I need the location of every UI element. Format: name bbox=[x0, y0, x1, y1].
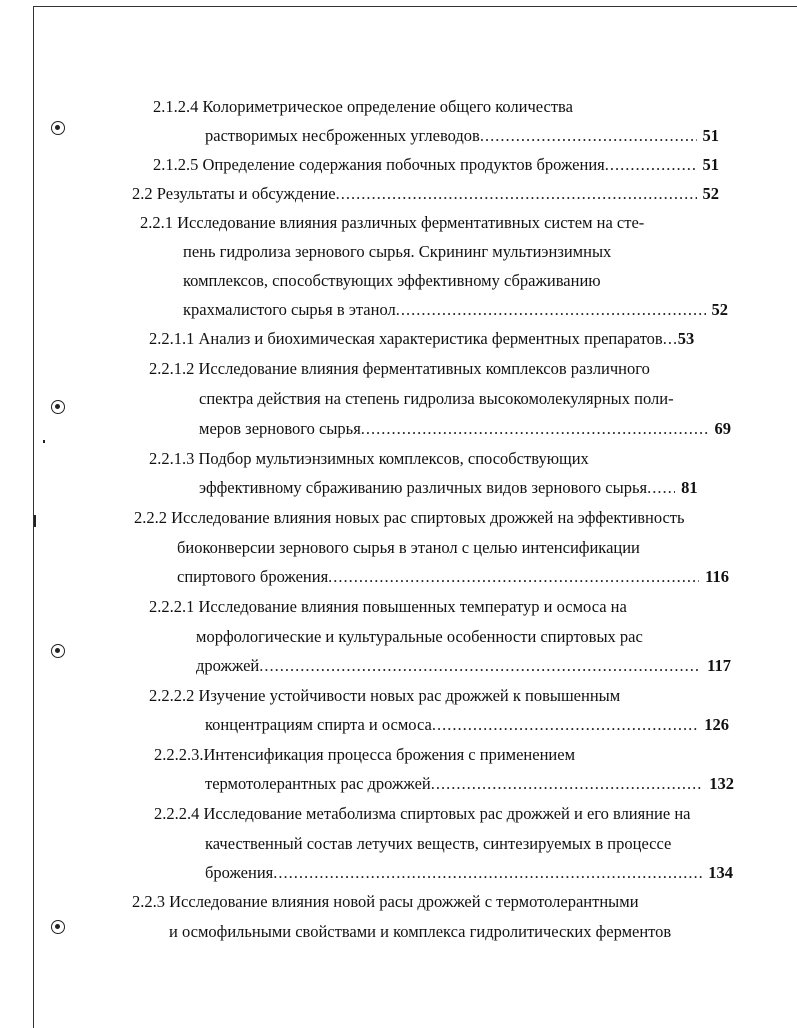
toc-entry-2-2-1-line-4: крахмалистого сырья в этанол ..... 52 bbox=[183, 299, 728, 321]
page-number: 81 bbox=[681, 478, 698, 497]
binder-hole-icon bbox=[51, 121, 65, 135]
dot-leader bbox=[336, 183, 697, 205]
dot-leader bbox=[259, 655, 701, 677]
page-number: 116 bbox=[705, 567, 729, 586]
page-number: 51 bbox=[702, 126, 719, 145]
toc-entry-2-2-2-1-line-2: морфологические и культуральные особенности спиртовых рас bbox=[196, 627, 643, 646]
binder-hole-icon bbox=[51, 644, 65, 658]
toc-entry-2-1-2-4-line-2: растворимых несброженных углеводов ..... 51 bbox=[205, 125, 719, 147]
toc-entry-2-2-2-line-3: спиртового брожения ..... 116 bbox=[177, 566, 729, 588]
page-number: 52 bbox=[702, 184, 719, 203]
toc-entry-2-2-2-4-line-1: 2.2.2.4 Исследование метаболизма спиртовых рас дрожжей и его влияние на bbox=[154, 804, 691, 823]
toc-entry-2-1-2-5: 2.1.2.5 Определение содержания побочных продуктов брожения ..... 51 bbox=[153, 154, 719, 176]
binder-hole-icon bbox=[51, 400, 65, 414]
page-number: 117 bbox=[707, 656, 731, 675]
toc-entry-2-2-2-3-line-2: термотолерантных рас дрожжей ..... 132 bbox=[205, 773, 734, 795]
toc-entry-2-2-3-line-1: 2.2.3 Исследование влияния новой расы дрожжей с термотолерантными bbox=[132, 892, 639, 911]
dot-leader bbox=[361, 418, 709, 440]
toc-entry-2-1-2-4-line-1: 2.1.2.4 Колориметрическое определение общего количества bbox=[153, 97, 573, 116]
toc-entry-2-2-2-1-line-1: 2.2.2.1 Исследование влияния повышенных температур и осмоса на bbox=[149, 597, 627, 616]
dot-leader bbox=[328, 566, 699, 588]
toc-entry-2-2-2-4-line-3: брожения ..... 134 bbox=[205, 862, 733, 884]
toc-entry-2-2-1-1: 2.2.1.1 Анализ и биохимическая характеристика ферментных препаратов ..... 53 bbox=[149, 328, 729, 350]
page-border-top bbox=[33, 6, 797, 7]
toc-entry-2-2-2-3-line-1: 2.2.2.3.Интенсификация процесса брожения с применением bbox=[154, 745, 576, 764]
dot-leader bbox=[396, 299, 706, 321]
dot-leader bbox=[663, 328, 677, 350]
page-number: 52 bbox=[711, 300, 728, 319]
dot-leader bbox=[432, 714, 698, 736]
toc-entry-2-2-1-line-2: пень гидролиза зернового сырья. Скрининг мультиэнзимных bbox=[183, 242, 612, 261]
toc-entry-2-2-1-line-3: комплексов, способствующих эффективному сбраживанию bbox=[183, 271, 601, 290]
toc-entry-2-2-2-4-line-2: качественный состав летучих веществ, синтезируемых в процессе bbox=[205, 834, 672, 853]
toc-entry-2-2-1-2-line-2: спектра действия на степень гидролиза высокомолекулярных поли- bbox=[199, 389, 674, 408]
scan-speck bbox=[34, 515, 36, 527]
toc-entry-2-2-2-line-2: биоконверсии зернового сырья в этанол с целью интенсификации bbox=[177, 538, 640, 557]
binder-hole-icon bbox=[51, 920, 65, 934]
page-number: 132 bbox=[709, 774, 734, 793]
dot-leader bbox=[605, 154, 697, 176]
scan-speck bbox=[43, 440, 45, 443]
dot-leader bbox=[431, 773, 704, 795]
toc-entry-2-2-2-line-1: 2.2.2 Исследование влияния новых рас спиртовых дрожжей на эффективность bbox=[134, 508, 685, 527]
dot-leader bbox=[480, 125, 697, 147]
toc-entry-2-2-1-3-line-1: 2.2.1.3 Подбор мультиэнзимных комплексов, способствующих bbox=[149, 449, 589, 468]
page-number: 51 bbox=[702, 155, 719, 174]
toc-entry-2-2: 2.2 Результаты и обсуждение ..... 52 bbox=[132, 183, 719, 205]
toc-entry-2-2-3-line-2: и осмофильными свойствами и комплекса гидролитических ферментов bbox=[169, 922, 672, 941]
dot-leader bbox=[647, 477, 675, 499]
toc-entry-2-2-1-3-line-2: эффективному сбраживанию различных видов зернового сырья ..... 81 bbox=[199, 477, 727, 499]
page-number: 126 bbox=[704, 715, 729, 734]
page-number: 53 bbox=[677, 329, 695, 348]
toc-entry-2-2-1-2-line-1: 2.2.1.2 Исследование влияния ферментативных комплексов различного bbox=[149, 359, 650, 378]
toc-entry-2-2-2-2-line-1: 2.2.2.2 Изучение устойчивости новых рас дрожжей к повышенным bbox=[149, 686, 621, 705]
page-number: 134 bbox=[708, 863, 733, 882]
page-number: 69 bbox=[714, 419, 731, 438]
dot-leader bbox=[273, 862, 702, 884]
toc-entry-2-2-1-2-line-3: меров зернового сырья ..... 69 bbox=[199, 418, 731, 440]
toc-entry-2-2-2-1-line-3: дрожжей ..... 117 bbox=[196, 655, 731, 677]
toc-entry-2-2-2-2-line-2: концентрациям спирта и осмоса ..... 126 bbox=[205, 714, 729, 736]
toc-entry-2-2-1-line-1: 2.2.1 Исследование влияния различных ферментативных систем на сте- bbox=[140, 213, 645, 232]
